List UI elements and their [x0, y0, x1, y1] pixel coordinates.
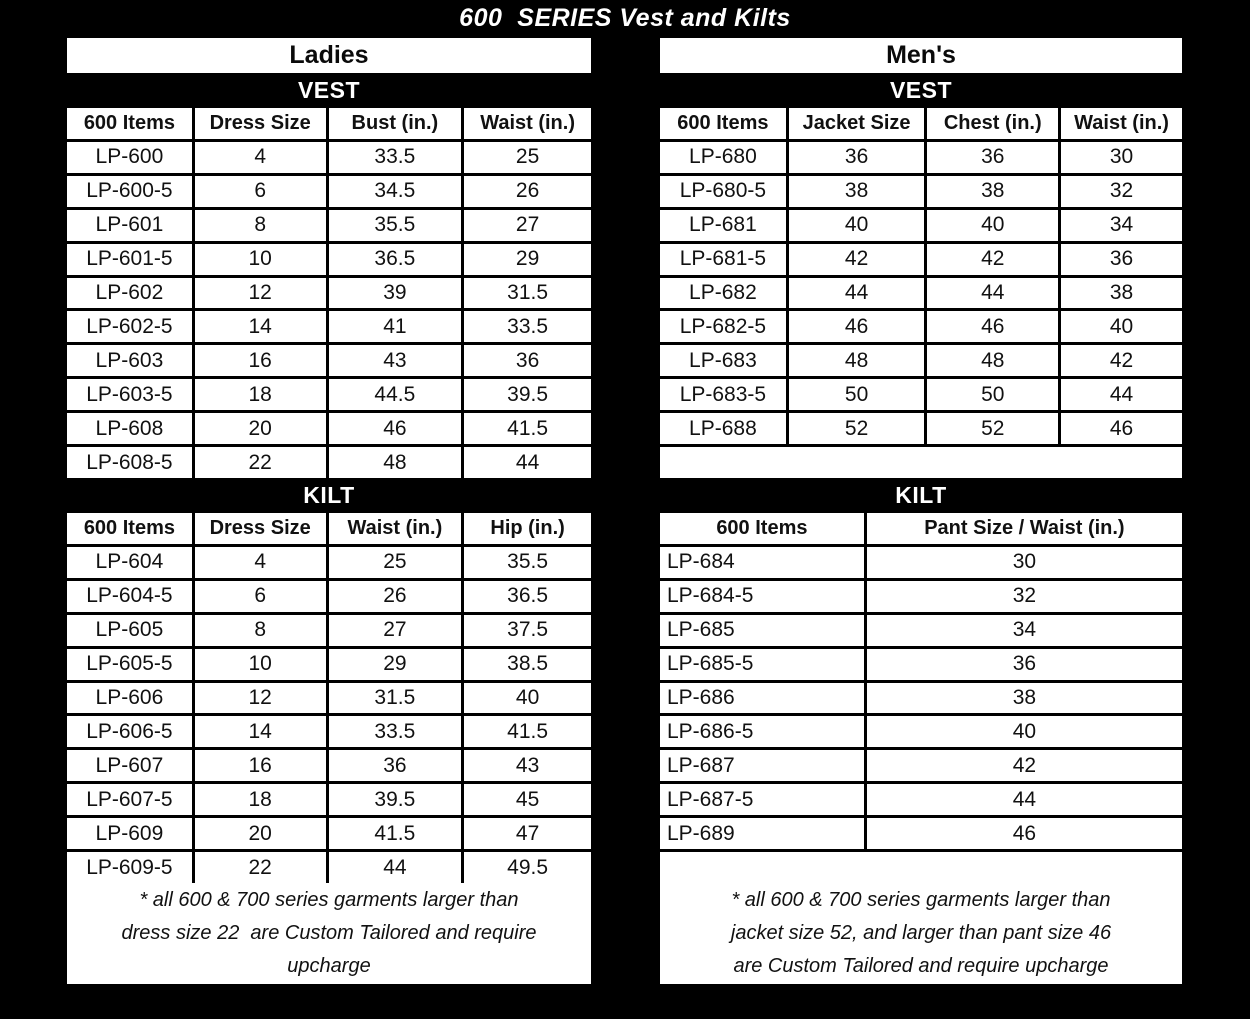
table-cell: 46: [867, 818, 1182, 849]
table-cell: LP-686: [660, 683, 864, 714]
table-cell: LP-600-5: [67, 176, 192, 207]
table-cell: 26: [329, 581, 462, 612]
footnote-line: dress size 22 are Custom Tailored and require: [121, 922, 537, 944]
table-cell: 8: [195, 615, 326, 646]
footnote-line: are Custom Tailored and require upcharge: [733, 955, 1109, 977]
table-cell: 42: [927, 244, 1058, 275]
table-cell: 25: [464, 142, 591, 173]
ladies-kilt-table: [67, 513, 591, 883]
table-cell: 46: [1061, 413, 1182, 444]
table-cell: LP-603: [67, 345, 192, 376]
table-cell: 32: [867, 581, 1182, 612]
table-cell: LP-684: [660, 547, 864, 578]
mens-kilt-label: KILT: [660, 478, 1182, 513]
table-cell: 6: [195, 176, 326, 207]
table-cell: LP-687-5: [660, 784, 864, 815]
table-cell: 37.5: [464, 615, 591, 646]
table-cell: 14: [195, 716, 326, 747]
header-cell: Waist (in.): [1061, 108, 1182, 139]
header-cell: Waist (in.): [464, 108, 591, 139]
table-cell: 38: [789, 176, 925, 207]
table-cell: 48: [329, 447, 462, 478]
mens-section-header: Men's: [660, 38, 1182, 73]
table-cell: 36.5: [464, 581, 591, 612]
table-cell: LP-682: [660, 278, 786, 309]
table-cell: 38: [867, 683, 1182, 714]
table-cell: LP-685: [660, 615, 864, 646]
table-cell: 12: [195, 683, 326, 714]
table-cell: LP-680: [660, 142, 786, 173]
header-cell: 600 Items: [67, 513, 192, 544]
header-cell: Pant Size / Waist (in.): [867, 513, 1182, 544]
table-cell: 52: [789, 413, 925, 444]
table-cell: 34: [867, 615, 1182, 646]
blank-row: [660, 447, 1182, 478]
table-cell: 27: [329, 615, 462, 646]
table-cell: LP-606: [67, 683, 192, 714]
table-cell: 20: [195, 413, 326, 444]
header-cell: Dress Size: [195, 108, 326, 139]
table-cell: LP-687: [660, 750, 864, 781]
table-cell: LP-682-5: [660, 311, 786, 342]
table-cell: LP-606-5: [67, 716, 192, 747]
table-cell: 31.5: [464, 278, 591, 309]
table-cell: 47: [464, 818, 591, 849]
ladies-vest-label: VEST: [67, 73, 591, 108]
table-cell: 44: [329, 852, 462, 883]
header-cell: Dress Size: [195, 513, 326, 544]
table-cell: 46: [927, 311, 1058, 342]
ladies-kilt-label: KILT: [67, 478, 591, 513]
table-cell: LP-600: [67, 142, 192, 173]
table-cell: LP-607: [67, 750, 192, 781]
mens-kilt-table: [660, 513, 1182, 883]
footnote-line: * all 600 & 700 series garments larger than: [731, 889, 1111, 911]
ladies-vest-table: [67, 108, 591, 478]
mens-vest-label: VEST: [660, 73, 1182, 108]
ladies-footnote: [67, 883, 591, 984]
table-cell: 26: [464, 176, 591, 207]
table-cell: LP-604-5: [67, 581, 192, 612]
header-cell: 600 Items: [67, 108, 192, 139]
table-cell: LP-601: [67, 210, 192, 241]
table-cell: 35.5: [329, 210, 462, 241]
table-cell: LP-689: [660, 818, 864, 849]
table-cell: 44: [867, 784, 1182, 815]
table-cell: 40: [464, 683, 591, 714]
mens-vest-table: [660, 108, 1182, 478]
table-cell: 14: [195, 311, 326, 342]
table-cell: 22: [195, 447, 326, 478]
table-cell: 4: [195, 547, 326, 578]
table-cell: 50: [927, 379, 1058, 410]
table-cell: 44: [464, 447, 591, 478]
table-cell: LP-684-5: [660, 581, 864, 612]
table-cell: 22: [195, 852, 326, 883]
table-cell: 43: [329, 345, 462, 376]
blank-row: [660, 852, 1182, 883]
table-cell: LP-688: [660, 413, 786, 444]
page-title: 600 SERIES Vest and Kilts: [459, 4, 791, 32]
footnote-line: * all 600 & 700 series garments larger than: [139, 889, 519, 911]
table-cell: 34.5: [329, 176, 462, 207]
header-cell: Jacket Size: [789, 108, 925, 139]
table-cell: 39.5: [329, 784, 462, 815]
header-cell: Bust (in.): [329, 108, 462, 139]
table-cell: 42: [867, 750, 1182, 781]
table-cell: LP-681-5: [660, 244, 786, 275]
ladies-section-header: Ladies: [67, 38, 591, 73]
table-cell: 29: [464, 244, 591, 275]
table-cell: 41.5: [464, 413, 591, 444]
table-cell: 32: [1061, 176, 1182, 207]
table-cell: 40: [1061, 311, 1182, 342]
table-cell: 39.5: [464, 379, 591, 410]
table-cell: 40: [789, 210, 925, 241]
table-cell: 16: [195, 750, 326, 781]
table-cell: 50: [789, 379, 925, 410]
table-cell: 48: [927, 345, 1058, 376]
table-cell: LP-609-5: [67, 852, 192, 883]
table-cell: LP-604: [67, 547, 192, 578]
table-cell: 35.5: [464, 547, 591, 578]
table-cell: 41: [329, 311, 462, 342]
table-cell: 30: [867, 547, 1182, 578]
table-cell: LP-608: [67, 413, 192, 444]
table-cell: LP-609: [67, 818, 192, 849]
table-cell: 33.5: [329, 142, 462, 173]
table-cell: 42: [789, 244, 925, 275]
table-cell: LP-680-5: [660, 176, 786, 207]
table-cell: 31.5: [329, 683, 462, 714]
table-cell: 44: [789, 278, 925, 309]
table-cell: 42: [1061, 345, 1182, 376]
table-cell: 36: [1061, 244, 1182, 275]
table-cell: 45: [464, 784, 591, 815]
mens-footnote: [660, 883, 1182, 984]
table-cell: 33.5: [464, 311, 591, 342]
table-cell: 12: [195, 278, 326, 309]
table-cell: 10: [195, 649, 326, 680]
table-cell: 18: [195, 784, 326, 815]
table-cell: 27: [464, 210, 591, 241]
table-cell: 38.5: [464, 649, 591, 680]
table-cell: 6: [195, 581, 326, 612]
footnote-line: jacket size 52, and larger than pant size 46: [730, 922, 1112, 944]
table-cell: 44.5: [329, 379, 462, 410]
table-cell: 41.5: [329, 818, 462, 849]
table-cell: LP-603-5: [67, 379, 192, 410]
table-cell: 40: [927, 210, 1058, 241]
table-cell: 46: [329, 413, 462, 444]
mens-panel: [660, 38, 1182, 984]
header-cell: 600 Items: [660, 108, 786, 139]
table-cell: 38: [1061, 278, 1182, 309]
table-cell: LP-683: [660, 345, 786, 376]
table-cell: 36: [927, 142, 1058, 173]
table-cell: LP-686-5: [660, 716, 864, 747]
table-cell: 44: [927, 278, 1058, 309]
table-cell: 36: [867, 649, 1182, 680]
table-cell: LP-601-5: [67, 244, 192, 275]
table-cell: 36: [464, 345, 591, 376]
table-cell: 52: [927, 413, 1058, 444]
footnote-line: upcharge: [287, 955, 371, 977]
header-cell: Hip (in.): [464, 513, 591, 544]
table-cell: 46: [789, 311, 925, 342]
table-cell: 40: [867, 716, 1182, 747]
table-cell: 36: [329, 750, 462, 781]
table-cell: 44: [1061, 379, 1182, 410]
table-cell: 25: [329, 547, 462, 578]
table-cell: LP-683-5: [660, 379, 786, 410]
table-cell: LP-685-5: [660, 649, 864, 680]
table-cell: 49.5: [464, 852, 591, 883]
table-cell: 8: [195, 210, 326, 241]
table-cell: 38: [927, 176, 1058, 207]
table-cell: 33.5: [329, 716, 462, 747]
table-cell: LP-602-5: [67, 311, 192, 342]
table-cell: 10: [195, 244, 326, 275]
table-cell: 4: [195, 142, 326, 173]
table-cell: 43: [464, 750, 591, 781]
table-cell: 36.5: [329, 244, 462, 275]
table-cell: 20: [195, 818, 326, 849]
table-cell: LP-681: [660, 210, 786, 241]
header-cell: 600 Items: [660, 513, 864, 544]
table-cell: 18: [195, 379, 326, 410]
table-cell: LP-607-5: [67, 784, 192, 815]
table-cell: 29: [329, 649, 462, 680]
table-cell: 36: [789, 142, 925, 173]
table-cell: LP-605: [67, 615, 192, 646]
table-cell: 16: [195, 345, 326, 376]
header-cell: Waist (in.): [329, 513, 462, 544]
ladies-panel: [67, 38, 591, 984]
table-cell: 48: [789, 345, 925, 376]
table-cell: 41.5: [464, 716, 591, 747]
header-cell: Chest (in.): [927, 108, 1058, 139]
table-cell: 39: [329, 278, 462, 309]
table-cell: LP-608-5: [67, 447, 192, 478]
table-cell: 34: [1061, 210, 1182, 241]
table-cell: 30: [1061, 142, 1182, 173]
table-cell: LP-605-5: [67, 649, 192, 680]
table-cell: LP-602: [67, 278, 192, 309]
